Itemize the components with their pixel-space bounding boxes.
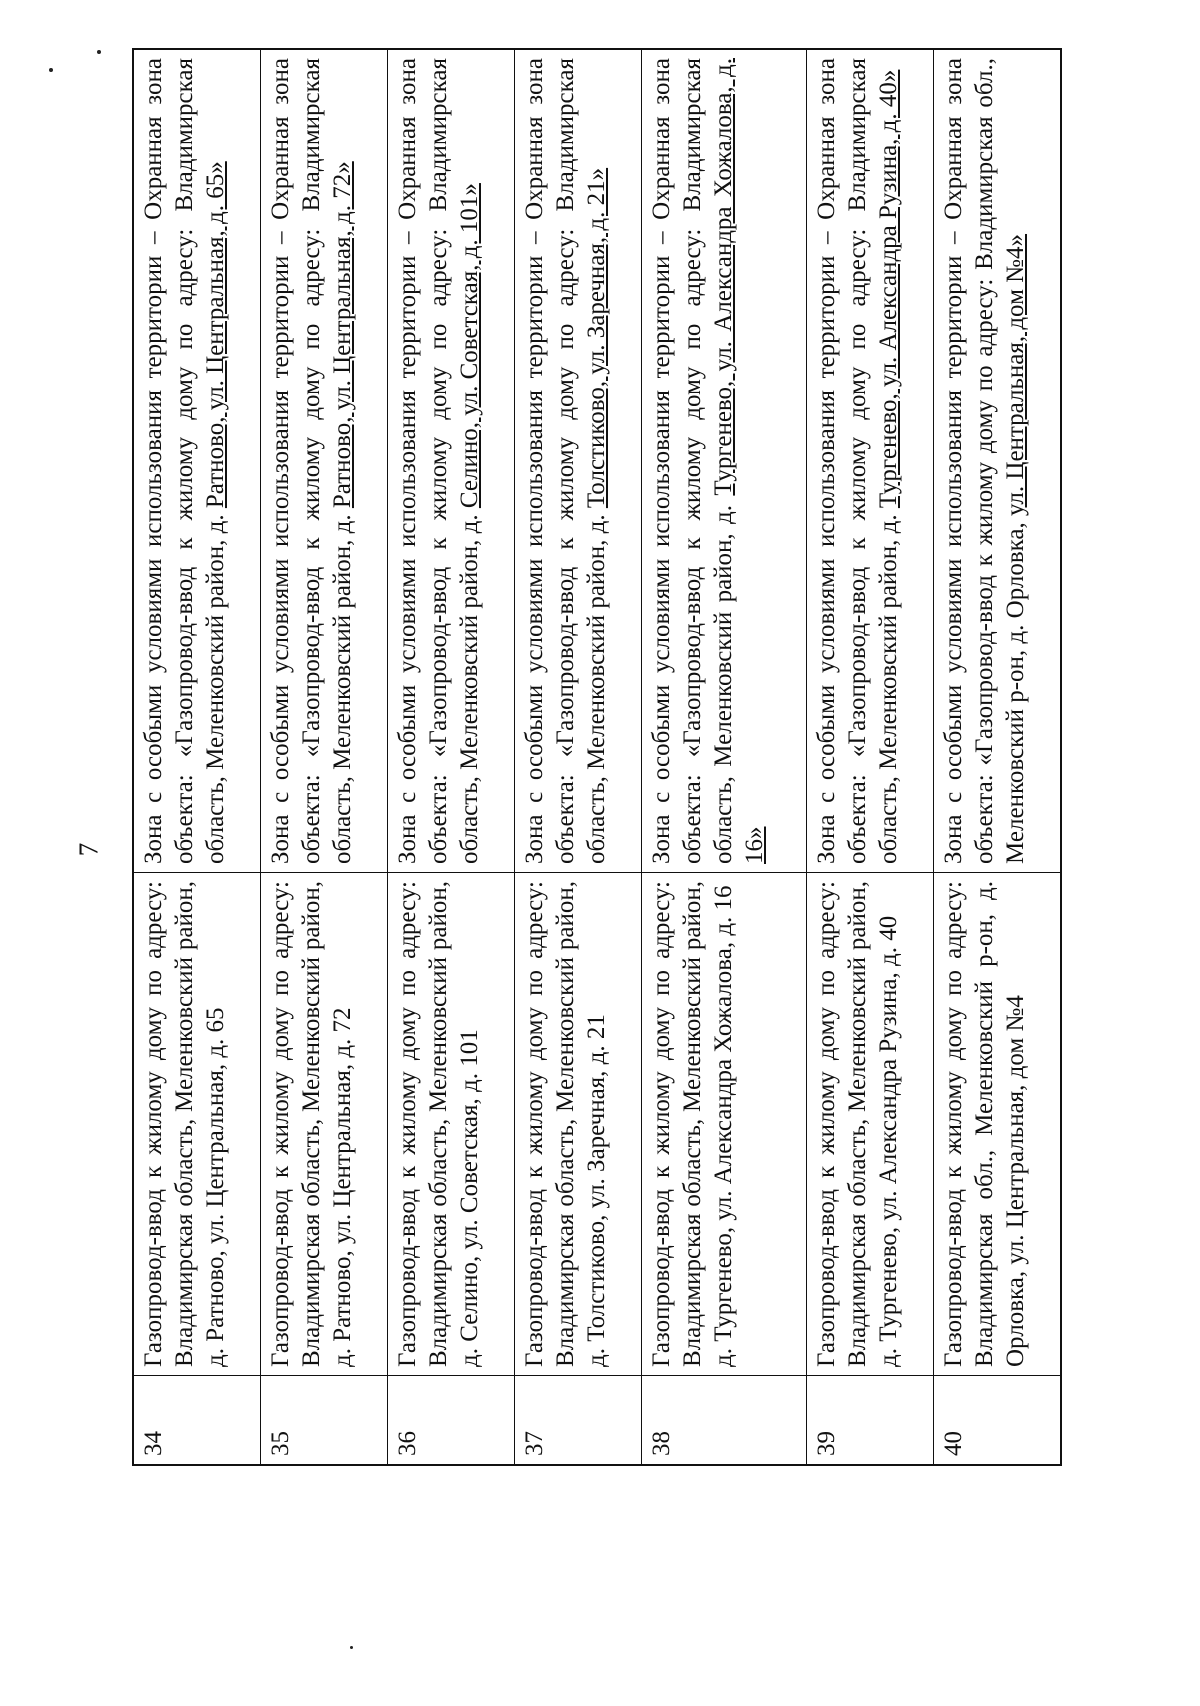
zone-text: Зона с особыми условиями использования территории – Охранная зона объекта: «Газопровод-ввод к жилому дому по адресу: Владимирская область, Меленковский район, д.: [520, 58, 610, 864]
object-description: Газопровод-ввод к жилому дому по адресу: Владимирская область, Меленковский район, д. Ратново, ул. Центральная, д. 72: [261, 873, 388, 1376]
zone-text: Зона с особыми условиями использования территории – Охранная зона объекта: «Газопровод-ввод к жилому дому по адресу: Владимирская область, Меленковский район, д.: [813, 58, 903, 864]
object-description: Газопровод-ввод к жилому дому по адресу: Владимирская область, Меленковский район, д. Тургенево, ул. Александра Рузина, д. 40: [807, 873, 934, 1376]
scan-speck: [350, 1646, 353, 1649]
row-number: 40: [933, 1376, 1061, 1466]
zone-text: Зона с особыми условиями использования территории – Охранная зона объекта: «Газопровод-ввод к жилому дому по адресу: Владимирская область, Меленковский район, д.: [393, 58, 483, 864]
zone-description: [807, 49, 934, 873]
zone-text: Зона с особыми условиями использования территории – Охранная зона объекта: «Газопровод-ввод к жилому дому по адресу: Владимирская обл., Меленковский р-он, д. Орловка,: [939, 58, 1029, 864]
row-number: 37: [514, 1376, 641, 1466]
row-number: 39: [807, 1376, 934, 1466]
zone-address: Селино, ул. Советская, д. 101»: [455, 183, 483, 509]
table-row: [933, 49, 1061, 1465]
zone-description: [933, 49, 1061, 873]
table-row: [807, 49, 934, 1465]
scan-speck: [49, 68, 53, 72]
zone-description: [133, 49, 261, 873]
table-row: [261, 49, 388, 1465]
zone-address: Тургенево, ул. Александра Хожалова, д. 16»: [709, 58, 768, 864]
zone-address: Толстиково, ул. Заречная, д. 21»: [582, 167, 610, 509]
zone-address: Ратново, ул. Центральная, д. 65»: [202, 161, 229, 509]
object-description: Газопровод-ввод к жилому дому по адресу: Владимирская область, Меленковский район, д. Ратново, ул. Центральная, д. 65: [133, 873, 261, 1376]
row-number: 36: [387, 1376, 514, 1466]
table-row: [387, 49, 514, 1465]
table-row: [641, 49, 806, 1465]
object-description: Газопровод-ввод к жилому дому по адресу: Владимирская область, Меленковский район, д. Толстиково, ул. Заречная, д. 21: [514, 873, 641, 1376]
object-description: Газопровод-ввод к жилому дому по адресу: Владимирская область, Меленковский район, д. Тургенево, ул. Александра Хожалова, д. 16: [641, 873, 806, 1376]
zone-description: [387, 49, 514, 873]
zone-text: Зона с особыми условиями использования территории – Охранная зона объекта: «Газопровод-ввод к жилому дому по адресу: Владимирская область, Меленковский район, д.: [267, 58, 356, 864]
row-number: 34: [133, 1376, 261, 1466]
table-row: [133, 49, 261, 1465]
table-row: [514, 49, 641, 1465]
row-number: 35: [261, 1376, 388, 1466]
zone-text: Зона с особыми условиями использования территории – Охранная зона объекта: «Газопровод-ввод к жилому дому по адресу: Владимирская область, Меленковский район, д.: [140, 58, 229, 864]
table-body: [133, 49, 1061, 1465]
page-number: 7: [73, 842, 104, 857]
row-number: 38: [641, 1376, 806, 1466]
zone-address: Тургенево, ул. Александра Рузина, д. 40»: [875, 69, 903, 509]
gas-pipeline-table: [132, 48, 1062, 1466]
object-description: Газопровод-ввод к жилому дому по адресу: Владимирская область, Меленковский район, д. Селино, ул. Советская, д. 101: [387, 873, 514, 1376]
zone-text: Зона с особыми условиями использования территории – Охранная зона объекта: «Газопровод-ввод к жилому дому по адресу: Владимирская область, Меленковский район, д.: [647, 58, 737, 864]
rotated-table-wrapper: [132, 48, 1062, 1466]
zone-description: [261, 49, 388, 873]
object-description: Газопровод-ввод к жилому дому по адресу: Владимирская обл., Меленковский р-он, д. Орловка, ул. Центральная, дом №4: [933, 873, 1061, 1376]
zone-description: [514, 49, 641, 873]
zone-address: ул. Центральная, дом №4»: [1001, 233, 1029, 516]
scan-speck: [97, 50, 101, 54]
zone-address: Ратново, ул. Центральная, д. 72»: [329, 161, 356, 509]
zone-description: [641, 49, 806, 873]
